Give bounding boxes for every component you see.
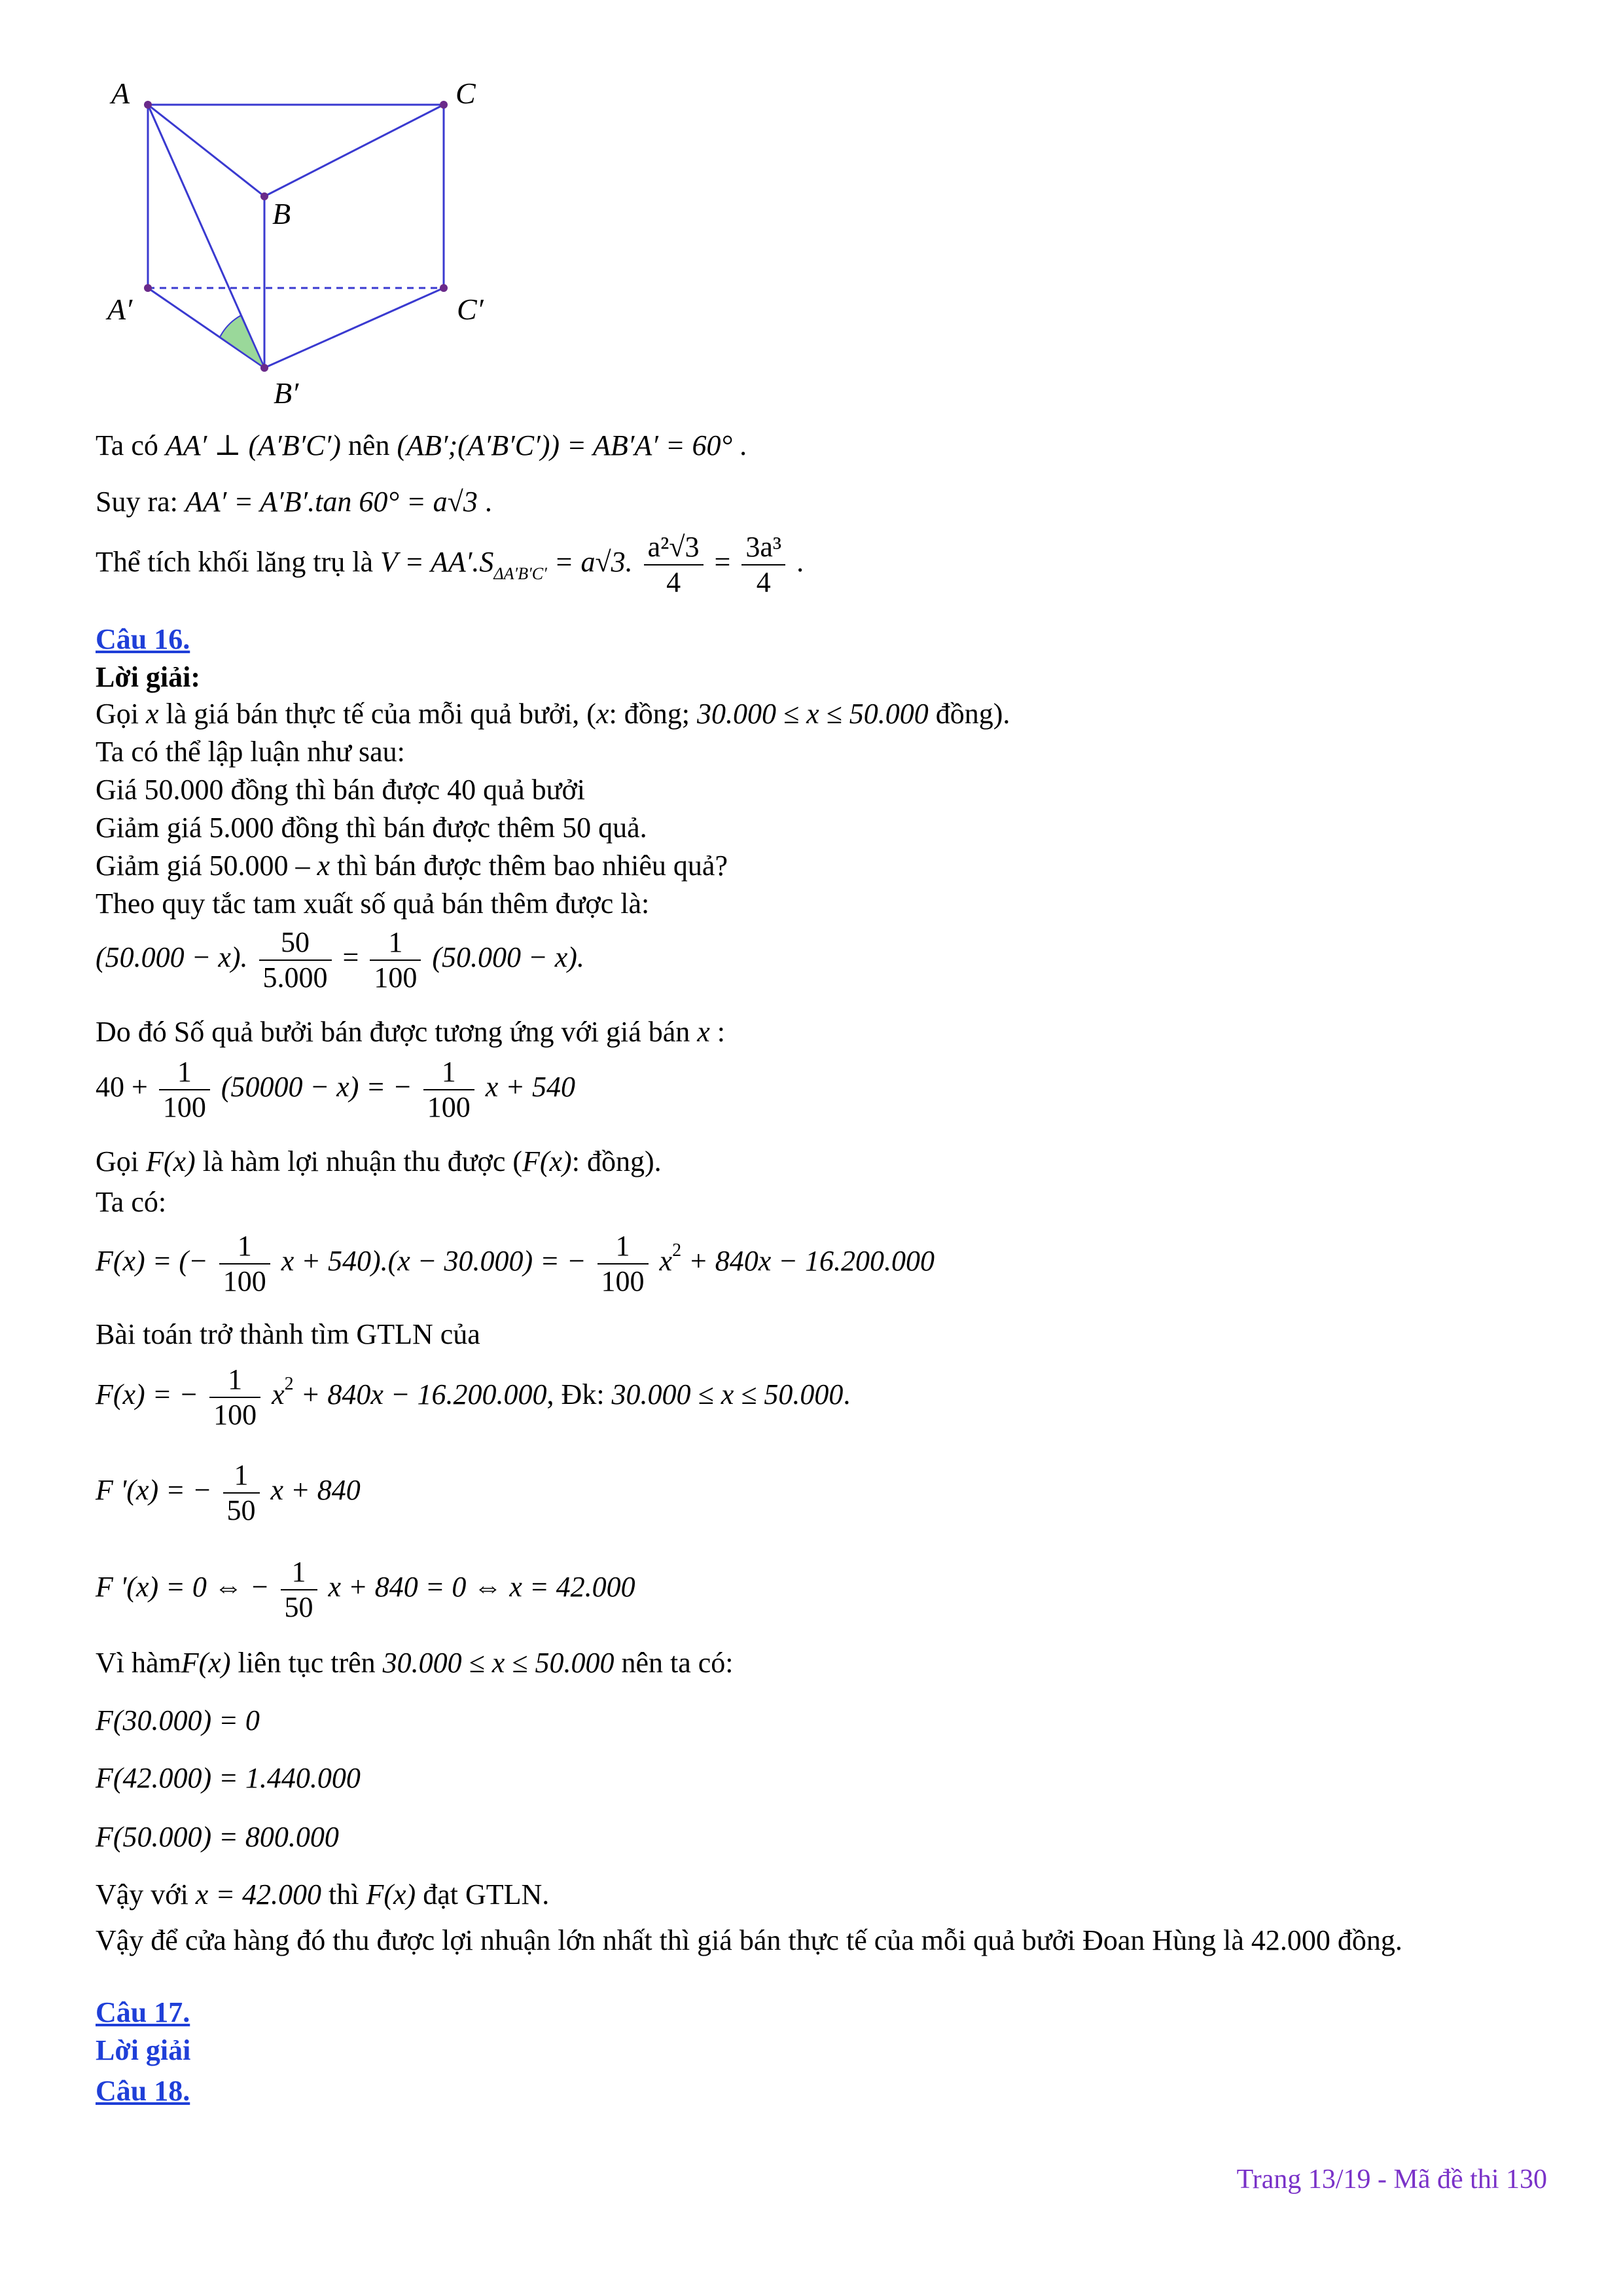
q16-conclusion: Vậy để cửa hàng đó thu được lợi nhuận lớn nhất thì giá bán thực tế của mỗi quả bưởi Đoan Hùng là 42.000 đồng. [96,1924,1402,1956]
value-f-50000: F(50.000) = 800.000 [96,1821,339,1853]
vertex-b-prime [260,364,268,372]
q16-eq-6: F '(x) = 0 ⇔ − $\frac{1}{50}$ x + 840 = 0 ⇔ x = 42.000 [96,1556,635,1623]
q16-eq-4: F(x) = − $\frac{1}{100}$ $x^2 + 840x - 16.200.000$, Đk: 30.000 ≤ x ≤ 50.000. [96,1363,851,1431]
proof-line-3: Thể tích khối lăng trụ là $V = AA'.S_{\Delta A'B'C'} = a√3$. $\frac{\text{a²√3}}{4}$ = $\frac{\text{3a³}}{4}$ . [96,531,804,598]
q16-line-8: Gọi F(x) là hàm lợi nhuận thu được (F(x): đồng). [96,1145,662,1177]
prism-figure [98,72,517,412]
q16-eq-5: F '(x) = − $\frac{1}{50}$ x + 840 [96,1459,361,1526]
page-footer: Trang 13/19 - Mã đề thi 130 [1236,2164,1547,2195]
q16-line-2: Ta có thể lập luận như sau: [96,736,405,768]
q16-line-7: Do đó Số quả bưởi bán được tương ứng với giá bán x : [96,1016,726,1048]
q16-eq-3: F(x) = (− $\frac{1}{100}$ x + 540).(x − 30.000) = − $\frac{1}{100}$ $x^2 + 840x - 16.200.000$ [96,1230,935,1297]
vertex-a-prime [144,284,152,292]
question-16-title[interactable]: Câu 16. [96,623,190,655]
proof-line-1: Ta có AA′ ⊥ (A′B′C′) nên (AB′;(A′B′C′)) = AB′A′ = 60° . [96,429,747,461]
q16-line-10: Bài toán trở thành tìm GTLN của [96,1318,480,1350]
q16-line-6: Theo quy tắc tam xuất số quả bán thêm được là: [96,888,650,920]
q16-line-1: Gọi x là giá bán thực tế của mỗi quả bưởi, (x: đồng; 30.000 ≤ x ≤ 50.000 đồng). [96,698,1010,730]
q16-eq-1: (50.000 − x). $\frac{50}{5.000}$ = $\frac{1}{100}$ (50.000 − x). [96,926,584,994]
q16-line-12: Vậy với x = 42.000 thì F(x) đạt GTLN. [96,1878,550,1910]
edge-ab [148,105,264,196]
label-a: A [111,77,130,110]
label-c-prime: C′ [457,293,484,326]
label-a-prime: A′ [107,293,133,326]
value-f-42000: F(42.000) = 1.440.000 [96,1762,361,1794]
question-17-title[interactable]: Câu 17. [96,1996,190,2028]
solution-label-17: Lời giải [96,2034,191,2066]
label-b: B [272,197,291,230]
q16-line-9: Ta có: [96,1186,167,1218]
vertex-c-prime [440,284,448,292]
vertex-c [440,101,448,109]
q16-line-4: Giảm giá 5.000 đồng thì bán được thêm 50 quả. [96,812,647,844]
question-18-title[interactable]: Câu 18. [96,2075,190,2107]
edge-bc-bottom [264,288,444,368]
proof-line-2: Suy ra: AA′ = A′B′.tan 60° = a√3 . [96,486,492,518]
edge-bc [264,105,444,196]
q16-eq-2: 40 + $\frac{1}{100}$ (50000 − x) = − $\frac{1}{100}$ x + 540 [96,1056,575,1123]
vertex-b [260,192,268,200]
q16-line-3: Giá 50.000 đồng thì bán được 40 quả bưởi [96,774,586,806]
angle-marker [220,315,264,368]
q16-line-11: Vì hàmF(x) liên tục trên 30.000 ≤ x ≤ 50.000 nên ta có: [96,1647,734,1679]
value-f-30000: F(30.000) = 0 [96,1704,260,1736]
label-b-prime: B′ [274,376,299,410]
vertex-a [144,101,152,109]
q16-line-5: Giảm giá 50.000 – x thì bán được thêm bao nhiêu quả? [96,850,728,882]
solution-label-16: Lời giải: [96,661,201,693]
label-c: C [455,77,476,110]
